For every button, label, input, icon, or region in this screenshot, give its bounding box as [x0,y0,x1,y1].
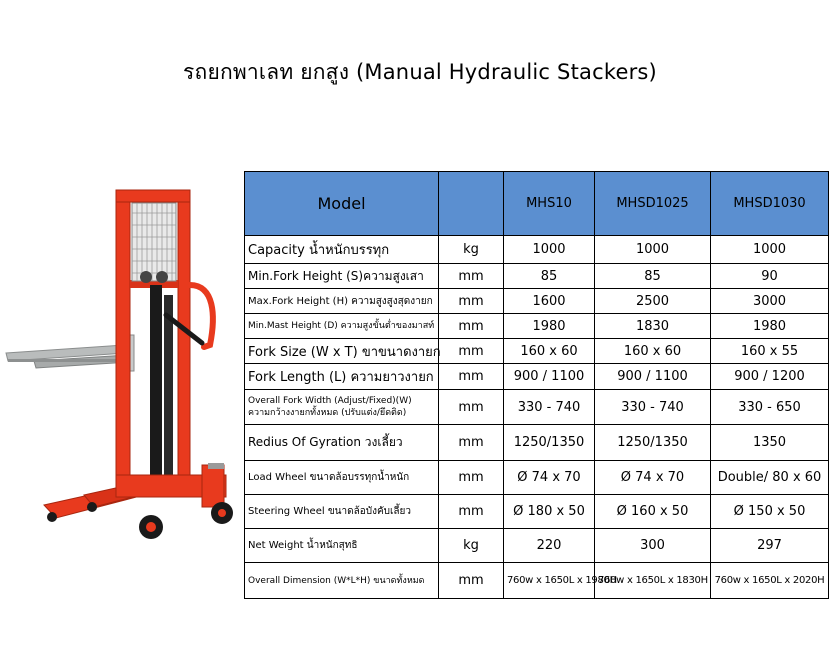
header-model-mhsd1025: MHSD1025 [595,172,711,236]
spec-table [244,171,829,599]
row-unit: mm [439,289,504,314]
header-model: Model [245,172,439,236]
row-value: 300 [595,529,711,563]
row-label: Overall Fork Width (Adjust/Fixed)(W) [248,396,412,406]
row-value: 1250/1350 [504,425,595,461]
row-value: 85 [504,264,595,289]
row-label-secondary: ความกว้างงายกทั้งหมด (ปรับแต่ง/ยึดติด) [248,408,407,418]
row-value: Ø 150 x 50 [711,495,829,529]
row-label: Load Wheel ขนาดล้อบรรทุกน้ำหนัก [245,461,439,495]
row-unit: mm [439,461,504,495]
row-value: Ø 180 x 50 [504,495,595,529]
foot-pedal [208,463,224,469]
row-value: 85 [595,264,711,289]
row-value: 160 x 60 [595,339,711,364]
row-value: 160 x 55 [711,339,829,364]
table-row [245,461,829,495]
row-value: 330 - 740 [595,390,711,425]
pulley [140,271,152,283]
row-value: 1000 [595,236,711,264]
row-label: Max.Fork Height (H) ความสูงสูงสุดงายก [245,289,439,314]
table-row [245,264,829,289]
row-label: Steering Wheel ขนาดล้อบังคับเลี้ยว [245,495,439,529]
row-value: Ø 74 x 70 [595,461,711,495]
row-label: Redius Of Gyration วงเลี้ยว [245,425,439,461]
base-frame [44,465,226,518]
row-value: 160 x 60 [504,339,595,364]
row-value: 1980 [504,314,595,339]
row-value: Ø 160 x 50 [595,495,711,529]
row-value: 1830 [595,314,711,339]
row-unit: mm [439,495,504,529]
forks [6,345,130,368]
row-unit: mm [439,390,504,425]
row-value: 760w x 1650L x 1980H [504,563,595,599]
row-unit: kg [439,236,504,264]
row-value: 1000 [711,236,829,264]
row-unit: mm [439,364,504,390]
row-unit: mm [439,563,504,599]
page-title: รถยกพาเลท ยกสูง (Manual Hydraulic Stackers) [183,60,657,84]
table-row [245,339,829,364]
table-row [245,425,829,461]
header-unit [439,172,504,236]
row-value: 297 [711,529,829,563]
table-header-row [245,172,829,236]
table-row [245,236,829,264]
row-value: 330 - 650 [711,390,829,425]
pulley [156,271,168,283]
row-unit: kg [439,529,504,563]
row-unit: mm [439,264,504,289]
row-value: Ø 74 x 70 [504,461,595,495]
table-row [245,563,829,599]
header-model-mhsd1030: MHSD1030 [711,172,829,236]
table-row [245,289,829,314]
row-value: 1350 [711,425,829,461]
table-row [245,529,829,563]
row-value: 1980 [711,314,829,339]
safety-guard [132,203,176,281]
row-label: Net Weight น้ำหนักสุทธิ [245,529,439,563]
row-value: 900 / 1100 [504,364,595,390]
row-value: 330 - 740 [504,390,595,425]
row-label: Min.Fork Height (S)ความสูงเสา [245,264,439,289]
header-model-mhs10: MHS10 [504,172,595,236]
row-unit: mm [439,425,504,461]
row-value: Double/ 80 x 60 [711,461,829,495]
row-label: Overall Dimension (W*L*H) ขนาดทั้งหมด [245,563,439,599]
row-value: 1600 [504,289,595,314]
row-unit: mm [439,339,504,364]
row-value: 760w x 1650L x 2020H [711,563,829,599]
table-row [245,314,829,339]
row-value: 1000 [504,236,595,264]
table-row [245,495,829,529]
row-value: 760w x 1650L x 1830H [595,563,711,599]
row-value: 900 / 1100 [595,364,711,390]
row-label: Fork Length (L) ความยาวงายก [245,364,439,390]
row-value: 2500 [595,289,711,314]
row-value: 90 [711,264,829,289]
table-row [245,364,829,390]
row-unit: mm [439,314,504,339]
stacker-illustration [4,185,244,550]
row-label: Min.Mast Height (D) ความสูงขั้นต่ำของมาสท์ [245,314,439,339]
row-value: 900 / 1200 [711,364,829,390]
row-label: Capacity น้ำหนักบรรทุก [245,236,439,264]
table-row [245,390,829,425]
row-value: 220 [504,529,595,563]
row-value: 1250/1350 [595,425,711,461]
row-label: Fork Size (W x T) ขาขนาดงายก [245,339,439,364]
row-value: 3000 [711,289,829,314]
row-label-cell [245,390,439,425]
